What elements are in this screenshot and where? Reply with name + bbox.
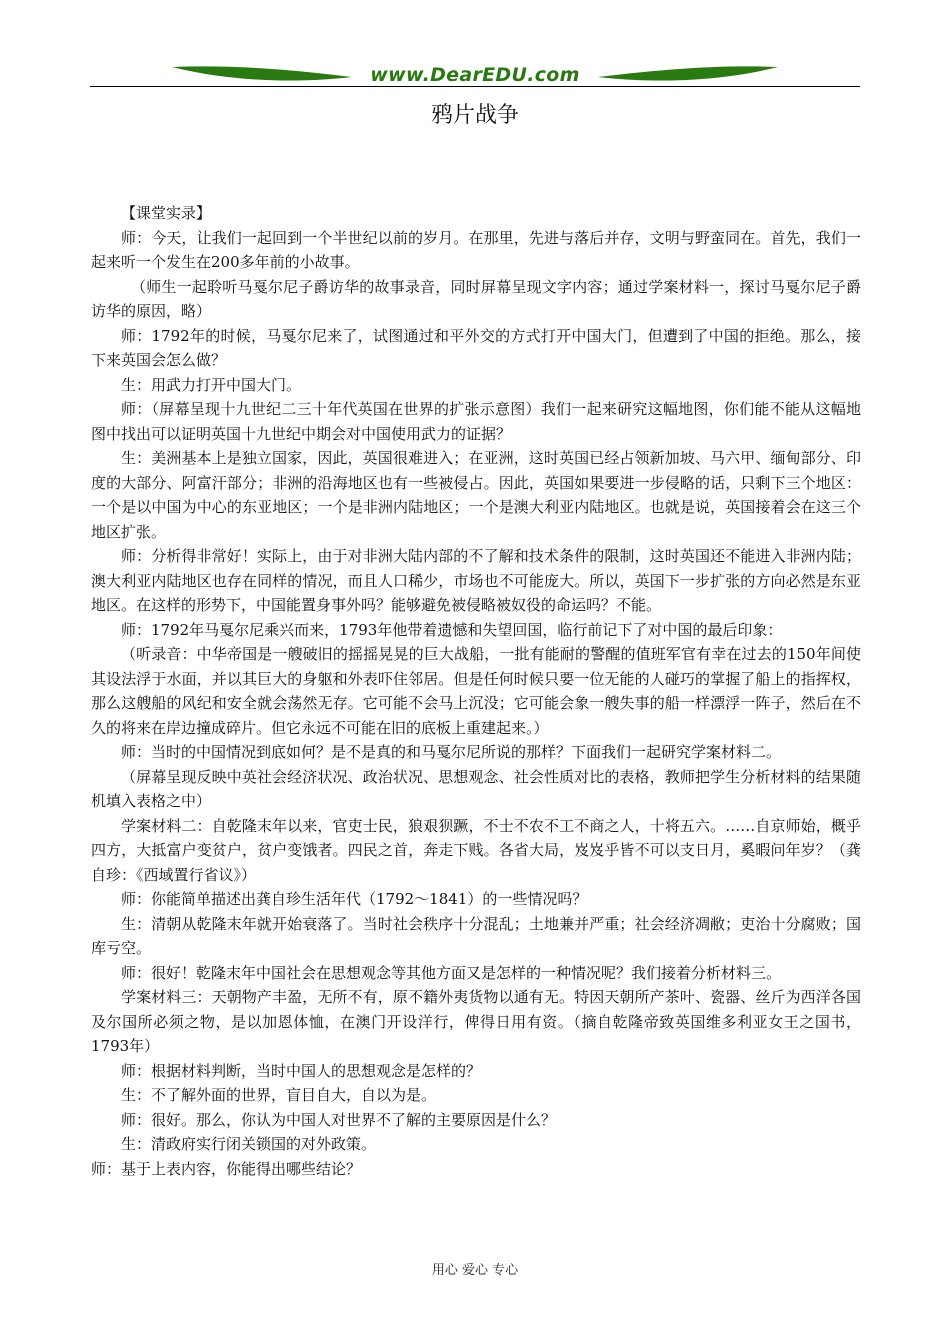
section-heading: 【课堂实录】 bbox=[121, 204, 212, 222]
paragraph: 生：清政府实行闭关锁国的对外政策。 bbox=[121, 1135, 377, 1153]
paragraph: 师：你能简单描述出龚自珍生活年代（1792～1841）的一些情况吗？ bbox=[121, 890, 588, 908]
paragraph: 生：用武力打开中国大门。 bbox=[121, 375, 302, 394]
site-name[interactable]: www.DearEDU.com bbox=[370, 64, 580, 86]
paragraph: 师：（屏幕呈现十九世纪二三十年代英国在世界的扩张示意图）我们一起来研究这幅地图，你们能不能从这幅地图中找出可以证明英国十九世纪中期会对中国使用武力的证据？ bbox=[91, 400, 861, 443]
paragraph: （师生一起聆听马戛尔尼子爵访华的故事录音，同时屏幕呈现文字内容；通过学案材料一，探讨马戛尔尼子爵访华的原因，略） bbox=[91, 277, 861, 320]
paragraph: 师：今天，让我们一起回到一个半世纪以前的岁月。在那里，先进与落后并存，文明与野蛮同在。首先，我们一起来听一个发生在200多年前的小故事。 bbox=[91, 228, 861, 271]
paragraph: 生：不了解外面的世界，盲目自大，自以为是。 bbox=[121, 1086, 437, 1104]
paragraph: 师：1792年马戛尔尼乘兴而来，1793年他带着遗憾和失望回国，临行前记下了对中国的最后印象： bbox=[121, 620, 783, 639]
page-title: 鸦片战争 bbox=[430, 103, 519, 128]
document-body bbox=[91, 201, 861, 1181]
paragraph: 师：分析得非常好！实际上，由于对非洲大陆内部的不了解和技术条件的限制，这时英国还不能进入非洲内陆；澳大利亚内陆地区也存在同样的情况，而且人口稀少，市场也不可能庞大。所以，英国下一步扩张的方向必然是东亚地区。在这样的形势下，中国能置身事外吗？能够避免被侵略被奴役的命运吗？不能。 bbox=[91, 547, 861, 614]
paragraph: 师：很好！乾隆末年中国社会在思想观念等其他方面又是怎样的一种情况呢？我们接着分析材料三。 bbox=[121, 963, 782, 982]
paragraph: 学案材料三：天朝物产丰盈，无所不有，原不籍外夷货物以通有无。特因天朝所产茶叶、瓷器、丝斤为西洋各国及尔国所必须之物，是以加恩体恤，在澳门开设洋行，俾得日用有资。（摘自乾隆帝致英国维多利亚女王之国书，1793年） bbox=[91, 988, 861, 1055]
paragraph: 师：根据材料判断，当时中国人的思想观念是怎样的？ bbox=[121, 1061, 482, 1080]
paragraph: 师：当时的中国情况到底如何？是不是真的和马戛尔尼所说的那样？下面我们一起研究学案材料二。 bbox=[121, 743, 782, 761]
paragraph: 生：清朝从乾隆末年就开始衰落了。当时社会秩序十分混乱；土地兼并严重；社会经济凋敝；吏治十分腐败；国库亏空。 bbox=[91, 914, 861, 957]
paragraph: 师：1792年的时候，马戛尔尼来了，试图通过和平外交的方式打开中国大门，但遭到了中国的拒绝。那么，接下来英国会怎么做？ bbox=[91, 326, 861, 369]
paragraph: （听录音：中华帝国是一艘破旧的摇摇晃晃的巨大战船，一批有能耐的警醒的值班军官有幸在过去的150年间使其设法浮于水面，并以其巨大的身躯和外表吓住邻居。但是任何时候只要一位无能的人碰巧的掌握了船上的指挥权，那么这艘船的风纪和安全就会荡然无存。它可能不会马上沉没；它可能会象一艘失事的船一样漂浮一阵子，然后在不久的将来在岸边撞成碎片。但它永远不可能在旧的底板上重建起来。） bbox=[91, 645, 861, 737]
paragraph: 学案材料二：自乾隆末年以来，官吏士民，狼艰狈蹶，不士不农不工不商之人，十将五六。……自京师始，概乎四方，大抵富户变贫户，贫户变饿者。四民之首，奔走下贱。各省大局，岌岌乎皆不可以支日月，奚暇问年岁？（龚自珍：《西域置行省议》） bbox=[91, 816, 861, 884]
header-rule bbox=[90, 86, 860, 87]
paragraph: （屏幕呈现反映中英社会经济状况、政治状况、思想观念、社会性质对比的表格，教师把学生分析材料的结果随机填入表格之中） bbox=[91, 767, 861, 810]
paragraph: 师：基于上表内容，你能得出哪些结论？ bbox=[91, 1159, 362, 1178]
paragraph: 师：很好。那么，你认为中国人对世界不了解的主要原因是什么？ bbox=[121, 1110, 557, 1129]
page-footer: 用心 爱心 专心 bbox=[431, 1263, 519, 1278]
paragraph: 生：美洲基本上是独立国家，因此，英国很难进入；在亚洲，这时英国已经占领新加坡、马六甲、缅甸部分、印度的大部分、阿富汗部分；非洲的沿海地区也有一些被侵占。因此，英国如果要进一步侵略的话，只剩下三个地区：一个是以中国为中心的东亚地区；一个是非洲内陆地区；一个是澳大利亚内陆地区。也就是说，英国接着会在这三个地区扩张。 bbox=[91, 449, 861, 541]
